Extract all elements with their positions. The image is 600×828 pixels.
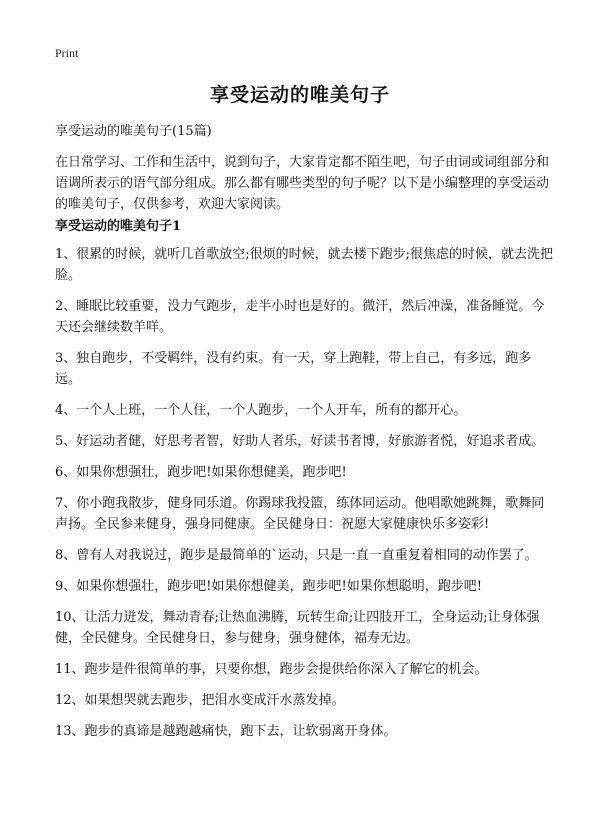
list-item: 2、睡眠比较重要，没力气跑步，走半小时也是好的。微汗，然后冲澡，准备睡觉。今天还会继续数羊咩。 bbox=[55, 299, 545, 335]
sentence-list bbox=[55, 244, 555, 752]
list-item: 4、一个人上班，一个人住，一个人跑步，一个人开车，所有的都开心。 bbox=[55, 403, 467, 418]
article-subtitle: 享受运动的唯美句子(15篇) bbox=[55, 124, 212, 139]
list-item: 7、你小跑我散步，健身同乐道。你踢球我投篮，练体同运动。他唱歌她跳舞，歌舞同声扬。全民参来健身，强身同健康。全民健身日：祝愿大家健康快乐多姿彩! bbox=[55, 496, 545, 532]
list-item: 9、如果你想强壮，跑步吧!如果你想健美，跑步吧!如果你想聪明，跑步吧! bbox=[55, 579, 482, 594]
list-item: 8、曾有人对我说过，跑步是最简单的`运动，只是一直一直重复着相同的动作罢了。 bbox=[55, 548, 538, 563]
list-item: 13、跑步的真谛是越跑越痛快，跑下去，让软弱离开身体。 bbox=[55, 724, 397, 739]
list-item: 3、独自跑步，不受羁绊，没有约束。有一天，穿上跑鞋，带上自己，有多远，跑多远。 bbox=[55, 351, 532, 387]
print-link[interactable]: Print bbox=[55, 46, 79, 60]
list-item: 12、如果想哭就去跑步，把泪水变成汗水蒸发掉。 bbox=[55, 693, 345, 708]
list-item: 11、跑步是件很简单的事，只要你想，跑步会提供给你深入了解它的机会。 bbox=[55, 662, 488, 677]
list-item: 6、如果你想强壮，跑步吧!如果你想健美，跑步吧! bbox=[55, 465, 347, 480]
article-intro: 在日常学习、工作和生活中，说到句子，大家肯定都不陌生吧，句子由词或词组部分和语调所表示的语气部分组成。那么都有哪些类型的句子呢？以下是小编整理的享受运动的唯美句子，仅供参考，欢迎大家阅读。 bbox=[55, 155, 550, 212]
list-item: 10、让活力迸发，舞动青春;让热血沸腾，玩转生命;让四肢开工，全身运动;让身体强健，全民健身。全民健身日，参与健身，强身健体，福寿无边。 bbox=[55, 610, 540, 646]
list-item: 1、很累的时候，就听几首歌放空;很烦的时候，就去楼下跑步;很焦虑的时候，就去洗把脸。 bbox=[55, 247, 554, 283]
section-heading: 享受运动的唯美句子1 bbox=[55, 219, 182, 234]
article-title: 享受运动的唯美句子 bbox=[209, 84, 390, 106]
list-item: 5、好运动者健，好思考者智，好助人者乐，好读书者博，好旅游者悦，好追求者成。 bbox=[55, 434, 545, 449]
